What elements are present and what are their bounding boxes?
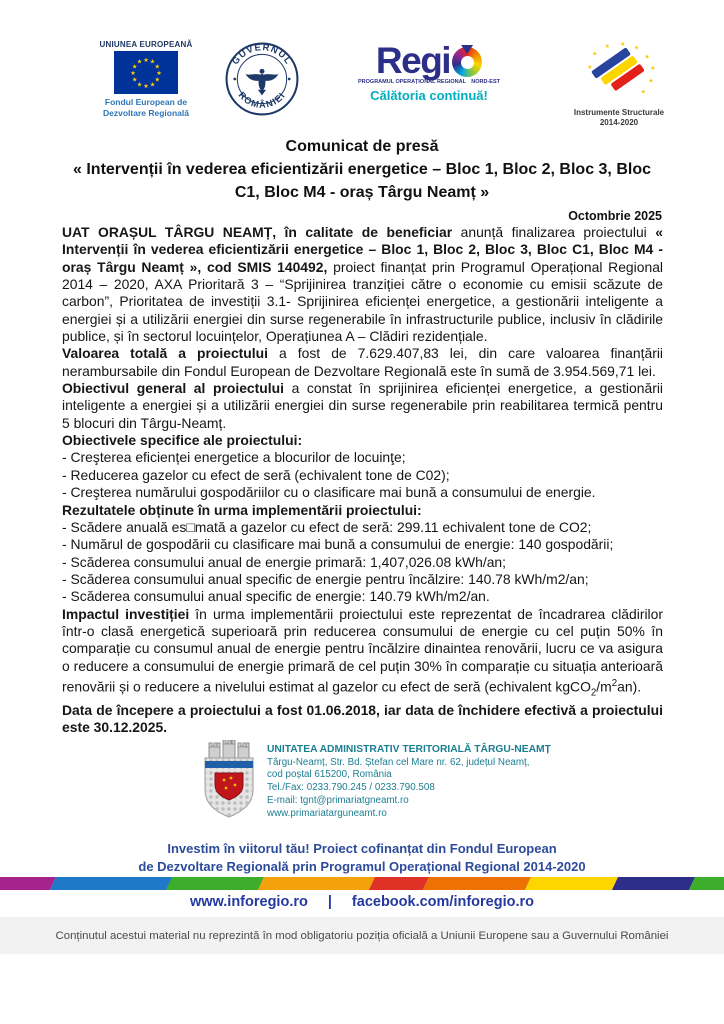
gov-seal-top-text: GUVERNUL: [230, 42, 295, 67]
svg-text:★: ★: [640, 89, 646, 96]
heading-specific-objectives: Obiectivele specifice ale proiectului:: [62, 432, 303, 449]
svg-text:★: ★: [604, 43, 610, 50]
title-block: [62, 138, 662, 223]
svg-text:★: ★: [143, 83, 149, 90]
contact-block: [202, 740, 551, 820]
rainbow-bar-segment: [49, 877, 172, 890]
gov-logo: [224, 41, 300, 122]
targu-neamt-coat-of-arms-icon: [202, 740, 256, 820]
regio-program-label: PROGRAMUL OPERAȚIONAL REGIONAL: [358, 79, 466, 85]
svg-text:★: ★: [130, 70, 136, 77]
gov-seal-bottom-text: ROMÂNIEI: [236, 89, 288, 110]
gov-seal-icon: [224, 41, 300, 117]
regio-region-label: NORD-EST: [471, 79, 500, 85]
rainbow-bar: [0, 877, 724, 890]
org-address-line1: Târgu-Neamț, Str. Bd. Ștefan cel Mare nr. 62, județul Neamț,: [267, 756, 530, 768]
svg-text:★: ★: [650, 66, 656, 73]
svg-text:★: ★: [644, 54, 650, 61]
org-email-link[interactable]: E-mail: tgnt@primariatgneamt.ro: [267, 794, 409, 806]
regio-notch-icon: [461, 45, 473, 54]
svg-text:★: ★: [592, 51, 598, 58]
svg-text:★: ★: [136, 81, 143, 89]
paragraph-intro: UAT ORAȘUL TÂRGU NEAMȚ, în calitate de beneficiar anunță finalizarea proiectului « Intervenții în vederea eficientizării energetice – Bloc 1, Bloc 2, Bloc 3, Bloc C1, Bloc M4 - oraș Târgu Neamț », cod SMIS 140492, proiect finanțat prin Programul Operațional Regional 2014 – 2020, AXA Prioritară 3 – “Sprijinirea tranziției către o economie cu emisii scăzute de carbon”, Prioritatea de investiții 3.1- Sprijinirea eficienței energetice, a gestionării inteligente a energiei și a utilizării energiei din surse regenerabile în infrastructurile publice, inclusiv în clădirile publice, și în sectorul locuințelor, Operațiunea A – Clădiri rezidențiale.: [62, 224, 664, 345]
links-separator: |: [327, 894, 332, 910]
svg-text:★: ★: [131, 63, 138, 71]
paragraph-impact: Impactul investiției în urma implementării proiectului este reprezentat de încadrarea clădirilor într-o clasă energetică superioară prin reducerea consumului de energie cu cel puțin 50% în comparație cu consumul anual de energie pentru încălzire dinaintea renovării, lucru ce va asigura o reducere a consumului de energie primară de cel puțin 30% în comparație cu situația anterioară renovării și o reducere a nivelului estimat al gazelor cu efect de seră (echivalent $kgCO_2/m^2an$).: [62, 605, 663, 699]
org-address-line2: cod poștal 615200, România: [267, 769, 392, 781]
regio-logo: [358, 40, 500, 103]
paragraph-total-value: Valoarea totală a proiectului a fost de 7.629.407,83 lei, din care valoarea finanțării nerambursabile din Fondul European de Dezvoltare Regională este în sumă de 3.954.569,71 lei.: [62, 345, 663, 379]
eu-flag-icon: [114, 51, 178, 94]
rainbow-bar-segment: [689, 877, 724, 890]
svg-text:★: ★: [156, 70, 162, 77]
page-title: Comunicat de presă: [285, 138, 439, 155]
invest-line-1: Investim în viitorul tău! Proiect cofinanțat din Fondul European: [167, 841, 557, 856]
bullet-objective-3: - Creşterea numărului gospodăriilor cu o clasificare mai bună a consumului de energie.: [62, 484, 596, 501]
rainbow-bar-segment: [0, 877, 56, 890]
disclaimer-text: Conținutul acestui material nu reprezintă în mod obligatoriu poziția oficială a Uniunii Europene sau a Guvernului României: [55, 929, 669, 942]
svg-text:★: ★: [149, 81, 156, 89]
eu-logo: [84, 40, 208, 118]
svg-text:★: ★: [587, 65, 593, 72]
links-row: [0, 894, 724, 910]
svg-text:★: ★: [143, 57, 149, 64]
svg-text:★: ★: [648, 78, 654, 85]
svg-text:★: ★: [149, 58, 156, 66]
bullet-objective-2: - Reducerea gazelor cu efect de seră (echivalent tone de C02);: [62, 466, 450, 483]
svg-text:★: ★: [136, 58, 143, 66]
org-name: UNITATEA ADMINISTRATIV TERITORIALĂ TÂRGU-NEAMȚ: [267, 744, 551, 755]
org-website-link[interactable]: www.primariatarguneamt.ro: [267, 807, 387, 819]
rainbow-bar-segment: [525, 877, 618, 890]
structural-instruments-icon: [573, 40, 665, 102]
structural-instruments-label: Instrumente Structurale: [573, 108, 665, 117]
press-release-body: [62, 224, 663, 736]
inforegio-website-link[interactable]: www.inforegio.ro: [189, 894, 308, 910]
bullet-result-3: - Scăderea consumului anual de energie primară: 1,407,026.08 kWh/an;: [62, 553, 506, 570]
rainbow-bar-segment: [612, 877, 695, 890]
regio-wordmark: Regi: [375, 40, 451, 81]
bullet-result-4: - Scăderea consumului anual specific de energie pentru încălzire: 140.78 kWh/m2/an;: [62, 570, 589, 587]
org-phone: Tel./Fax: 0233.790.245 / 0233.790.508: [267, 782, 435, 794]
project-title: « Intervenții în vederea eficientizării energetice – Bloc 1, Bloc 2, Bloc 3, Bloc C1, Bloc M4 - oraș Târgu Neamț »: [73, 161, 651, 201]
svg-text:★: ★: [154, 63, 161, 71]
eu-logo-subtitle: Fondul European de Dezvoltare Regională: [103, 97, 189, 118]
inforegio-facebook-link[interactable]: facebook.com/inforegio.ro: [351, 894, 535, 910]
svg-text:★: ★: [154, 76, 161, 84]
rainbow-bar-segment: [423, 877, 531, 890]
svg-text:★: ★: [620, 41, 626, 48]
disclaimer-band: [0, 917, 724, 954]
bullet-objective-1: - Creşterea eficienței energetice a blocurilor de locuinţe;: [62, 449, 406, 466]
regio-tagline: Călătoria continuă!: [370, 88, 488, 103]
svg-text:★: ★: [131, 76, 138, 84]
bullet-result-2: - Numărul de gospodării cu clasificare mai bună a consumului de energie: 140 gospodării;: [62, 536, 614, 553]
heading-results: Rezultatele obținute în urma implementării proiectului:: [62, 501, 422, 518]
regio-color-wheel-icon: [452, 47, 482, 77]
structural-instruments-logo: [556, 40, 682, 128]
date-label: Octombrie 2025: [568, 209, 662, 223]
svg-text:★: ★: [633, 45, 640, 52]
bullet-result-5: - Scăderea consumului anual specific de energie: 140.79 kWh/m2/an.: [62, 588, 490, 605]
invest-slogan: [0, 840, 724, 876]
rainbow-bar-segment: [369, 877, 429, 890]
paragraph-general-objective: Obiectivul general al proiectului a constat în sprijinirea eficienței energetice, a gestionării inteligente a energiei și a utilizării energiei din surse regenerabile prin reabilitarea termică pentru 5 blocuri din Târgu-Neamț.: [62, 380, 663, 431]
invest-line-2: de Dezvoltare Regională prin Programul Operațional Regional 2014-2020: [138, 859, 586, 874]
rainbow-bar-segment: [166, 877, 264, 890]
paragraph-dates: Data de începere a proiectului a fost 01.06.2018, iar data de închidere efectivă a proiectului este 30.12.2025.: [62, 701, 663, 736]
logo-strip: [0, 40, 724, 132]
structural-instruments-period: 2014-2020: [599, 118, 639, 127]
rainbow-bar-segment: [258, 877, 376, 890]
eu-logo-title: UNIUNEA EUROPEANĂ: [99, 40, 193, 49]
bullet-result-1: - Scădere anuală es□mată a gazelor cu efect de seră: 299.11 echivalent tone de CO2;: [62, 518, 592, 535]
